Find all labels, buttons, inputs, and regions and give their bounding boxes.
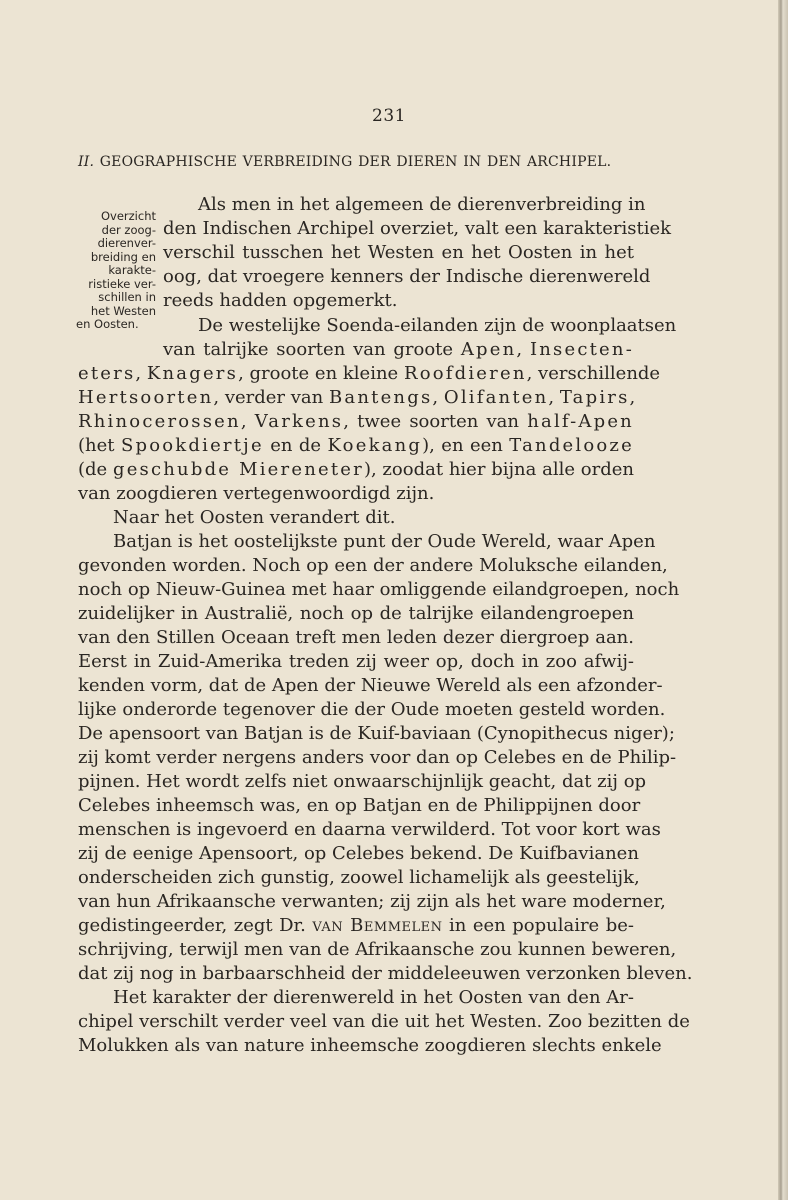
text-run: , verschillende	[526, 363, 661, 384]
margin-note-line: der zoog-	[101, 222, 156, 237]
margin-note-line: dierenver-	[97, 236, 156, 250]
text-line: Eerst in Zuid-Amerika treden zij weer op, doch in zoo afwij-	[78, 651, 634, 672]
emphasized-term: Bantengs	[329, 387, 433, 408]
text-line: dat zij nog in barbaarschheid der middeleeuwen verzonken bleven.	[78, 963, 693, 984]
text-line	[78, 458, 634, 482]
emphasized-term: eters	[78, 363, 136, 384]
text-line: verschil tusschen het Westen en het Oosten in het	[163, 242, 634, 263]
text-run: , verder van	[213, 387, 324, 408]
emphasized-term: Rhinocerossen	[78, 411, 241, 432]
text-line: reeds hadden opgemerkt.	[163, 290, 398, 311]
text-run: in een populaire be-	[449, 915, 634, 936]
text-line: van zoogdieren vertegenwoordigd zijn.	[78, 483, 435, 504]
chapter-number: II.	[78, 154, 95, 170]
margin-note-line: schillen in	[98, 290, 156, 304]
text-line: zij komt verder nergens anders voor dan op Celebes en de Philip-	[78, 747, 677, 768]
emphasized-term: Tandelooze	[509, 435, 634, 456]
margin-note-line: en Oosten.	[76, 317, 139, 331]
text-line: zij de eenige Apensoort, op Celebes bekend. De Kuifbavianen	[78, 843, 639, 864]
text-line: Molukken als van nature inheemsche zoogdieren slechts enkele	[78, 1035, 662, 1056]
text-line: kenden vorm, dat de Apen der Nieuwe Wereld als een afzonder-	[78, 675, 663, 696]
text-run: van talrijke soorten van groote	[163, 339, 454, 360]
text-line: van hun Afrikaansche verwanten; zij zijn als het ware moderner,	[78, 891, 666, 912]
emphasized-term: half-Apen	[527, 411, 634, 432]
margin-note-line: karakte-	[108, 263, 156, 277]
text-line: De westelijke Soenda-eilanden zijn de woonplaatsen	[198, 315, 677, 336]
author-name: van Bemmelen	[312, 915, 443, 936]
emphasized-term: Tapirs	[559, 387, 630, 408]
page-edge	[778, 0, 788, 1200]
margin-note-line: Overzicht	[100, 209, 156, 223]
text-line	[78, 434, 634, 458]
emphasized-term: Olifanten	[443, 387, 549, 408]
text-run: ), en een	[422, 435, 503, 456]
page-number: 231	[372, 106, 406, 126]
text-line: gevonden worden. Noch op een der andere Moluksche eilanden,	[78, 555, 668, 576]
emphasized-term: Apen	[460, 339, 517, 360]
text-run: en de	[270, 435, 322, 456]
text-line	[78, 410, 634, 434]
text-line: Batjan is het oostelijkste punt der Oude Wereld, waar Apen	[113, 531, 656, 552]
emphasized-term: Knagers	[146, 363, 239, 384]
emphasized-term: Koekang	[327, 435, 423, 456]
text-run: ,	[135, 363, 142, 384]
text-line: De apensoort van Batjan is de Kuif-baviaan (Cynopithecus niger);	[78, 723, 675, 744]
text-line: noch op Nieuw-Guinea met haar omliggende eilandgroepen, noch	[78, 579, 680, 600]
text-line	[163, 338, 634, 362]
text-line: menschen is ingevoerd en daarna verwilderd. Tot voor kort was	[78, 819, 661, 840]
text-line: onderscheiden zich gunstig, zoowel lichamelijk als geestelijk,	[78, 867, 640, 888]
margin-note-line: ristieke ver-	[88, 276, 156, 291]
text-line: den Indischen Archipel overziet, valt een karakteristiek	[163, 218, 672, 239]
emphasized-term: Insecten-	[529, 339, 634, 360]
text-line: chipel verschilt verder veel van die uit het Westen. Zoo bezitten de	[78, 1011, 690, 1032]
text-line: Celebes inheemsch was, en op Batjan en de Philippijnen door	[78, 795, 641, 816]
text-line	[78, 914, 634, 938]
text-run: ,	[629, 387, 636, 408]
text-run: (het	[78, 435, 115, 456]
text-run: , groote en kleine	[238, 363, 399, 384]
text-run: ,	[548, 387, 555, 408]
emphasized-term: Varkens	[254, 411, 344, 432]
text-line: lijke onderorde tegenover die der Oude moeten gesteld worden.	[78, 699, 666, 720]
text-run: ,	[240, 411, 247, 432]
text-line: oog, dat vroegere kenners der Indische dierenwereld	[163, 266, 651, 287]
text-run: ), zoodat hier bijna alle orden	[363, 459, 634, 480]
emphasized-term: geschubde Miereneter	[112, 459, 364, 480]
text-run: (de	[78, 459, 108, 480]
text-line: Als men in het algemeen de dierenverbreiding in	[198, 194, 646, 215]
emphasized-term: Spookdiertje	[120, 435, 264, 456]
text-line: Naar het Oosten verandert dit.	[113, 507, 396, 528]
emphasized-term: Roofdieren	[403, 363, 527, 384]
text-line: zuidelijker in Australië, noch op de talrijke eilandengroepen	[78, 603, 634, 624]
chapter-title: GEOGRAPHISCHE VERBREIDING DER DIEREN IN DEN ARCHIPEL.	[99, 154, 612, 170]
chapter-heading	[78, 154, 658, 170]
margin-note-line: het Westen	[90, 303, 156, 318]
text-line: Het karakter der dierenwereld in het Oosten van den Ar-	[113, 987, 634, 1008]
emphasized-term: Hertsoorten	[78, 387, 214, 408]
text-line: pijnen. Het wordt zelfs niet onwaarschijnlijk geacht, dat zij op	[78, 771, 647, 792]
text-run: ,	[516, 339, 523, 360]
margin-note	[76, 210, 156, 332]
text-run: ,	[432, 387, 439, 408]
text-line	[78, 362, 661, 386]
text-run: , twee soorten van	[343, 411, 520, 432]
text-line	[78, 386, 634, 410]
text-run: gedistingeerder, zegt Dr.	[78, 915, 306, 936]
text-line: schrijving, terwijl men van de Afrikaansche zou kunnen beweren,	[78, 939, 677, 960]
text-line: van den Stillen Oceaan treft men leden dezer diergroep aan.	[78, 627, 634, 648]
margin-note-line: breiding en	[90, 249, 156, 264]
